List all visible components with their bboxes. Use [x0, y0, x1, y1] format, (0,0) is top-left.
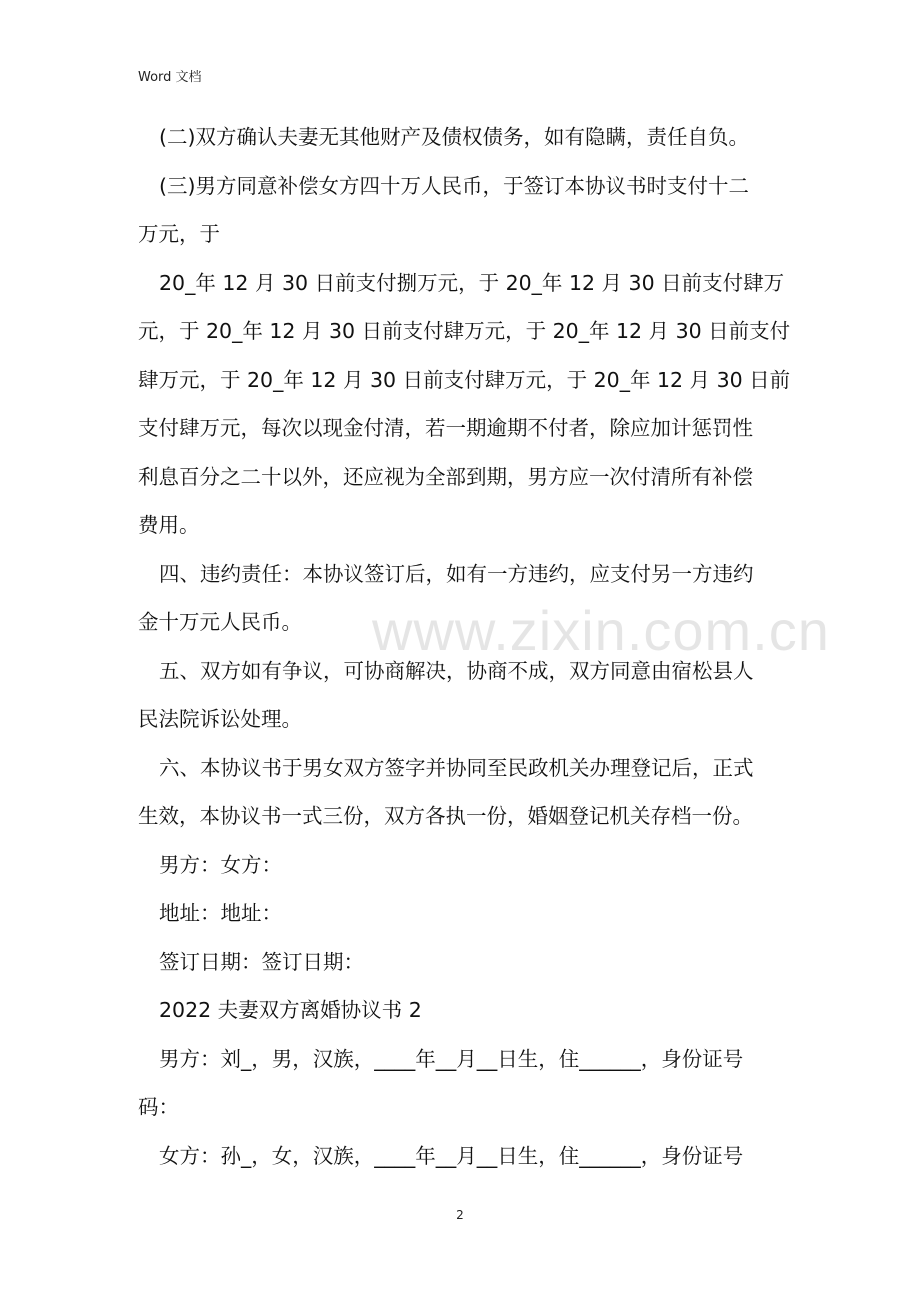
text-line: (二)双方确认夫妻无其他财产及债权债务，如有隐瞒，责任自负。	[159, 125, 749, 149]
text-line: 男方：女方：	[159, 852, 282, 877]
text-line: 20_年 12 月 30 日前支付捌万元，于 20_年 12 月 30 日前支付肆万	[159, 270, 785, 295]
text-line: 生效，本协议书一式三份，双方各执一份，婚姻登记机关存档一份。	[138, 804, 753, 828]
paragraph	[138, 162, 788, 259]
text-line: 2022 夫妻双方离婚协议书 2	[159, 998, 422, 1022]
paragraph	[138, 744, 788, 841]
text-line: 利息百分之二十以外，还应视为全部到期，男方应一次付清所有补偿	[138, 464, 753, 489]
text-line: 码：	[138, 1095, 179, 1119]
page-number: 2	[456, 1208, 464, 1222]
signature-line-address	[138, 889, 788, 938]
text-line: (三)男方同意补偿女方四十万人民币，于签订本协议书时支付十二	[159, 173, 749, 198]
paragraph	[138, 550, 788, 647]
document-header: Word 文档	[138, 70, 202, 85]
text-line: 费用。	[138, 513, 200, 537]
watermark: www.zixin.com.cn	[372, 599, 830, 662]
text-line: 地址：地址：	[159, 901, 282, 925]
text-line: 六、本协议书于男女双方签字并协同至民政机关办理登记后，正式	[159, 755, 754, 780]
text-line: 万元，于	[138, 222, 220, 246]
text-line: 女方：孙_，女，汉族，____年__月__日生，住______，身份证号	[159, 1143, 744, 1168]
paragraph	[138, 647, 788, 744]
text-line: 民法院诉讼处理。	[138, 707, 302, 731]
text-line: 签订日期：签订日期：	[159, 949, 364, 974]
paragraph	[138, 1035, 788, 1132]
text-line: 金十万元人民币。	[138, 610, 302, 634]
paragraph	[138, 1132, 788, 1181]
paragraph	[138, 113, 788, 162]
section-title	[138, 986, 788, 1035]
text-line: 支付肆万元，每次以现金付清，若一期逾期不付者，除应加计惩罚性	[138, 416, 753, 440]
text-line: 男方：刘_，男，汉族，____年__月__日生，住______，身份证号	[159, 1046, 744, 1071]
signature-line-date	[138, 938, 788, 987]
text-line: 肆万元，于 20_年 12 月 30 日前支付肆万元，于 20_年 12 月 30 日前	[138, 367, 791, 392]
text-line: 四、违约责任：本协议签订后，如有一方违约，应支付另一方违约	[159, 561, 754, 586]
text-line: 五、双方如有争议，可协商解决，协商不成，双方同意由宿松县人	[159, 658, 754, 683]
text-line: 元，于 20_年 12 月 30 日前支付肆万元，于 20_年 12 月 30 日前支付	[138, 319, 791, 343]
signature-line-names	[138, 841, 788, 890]
paragraph	[138, 259, 791, 550]
